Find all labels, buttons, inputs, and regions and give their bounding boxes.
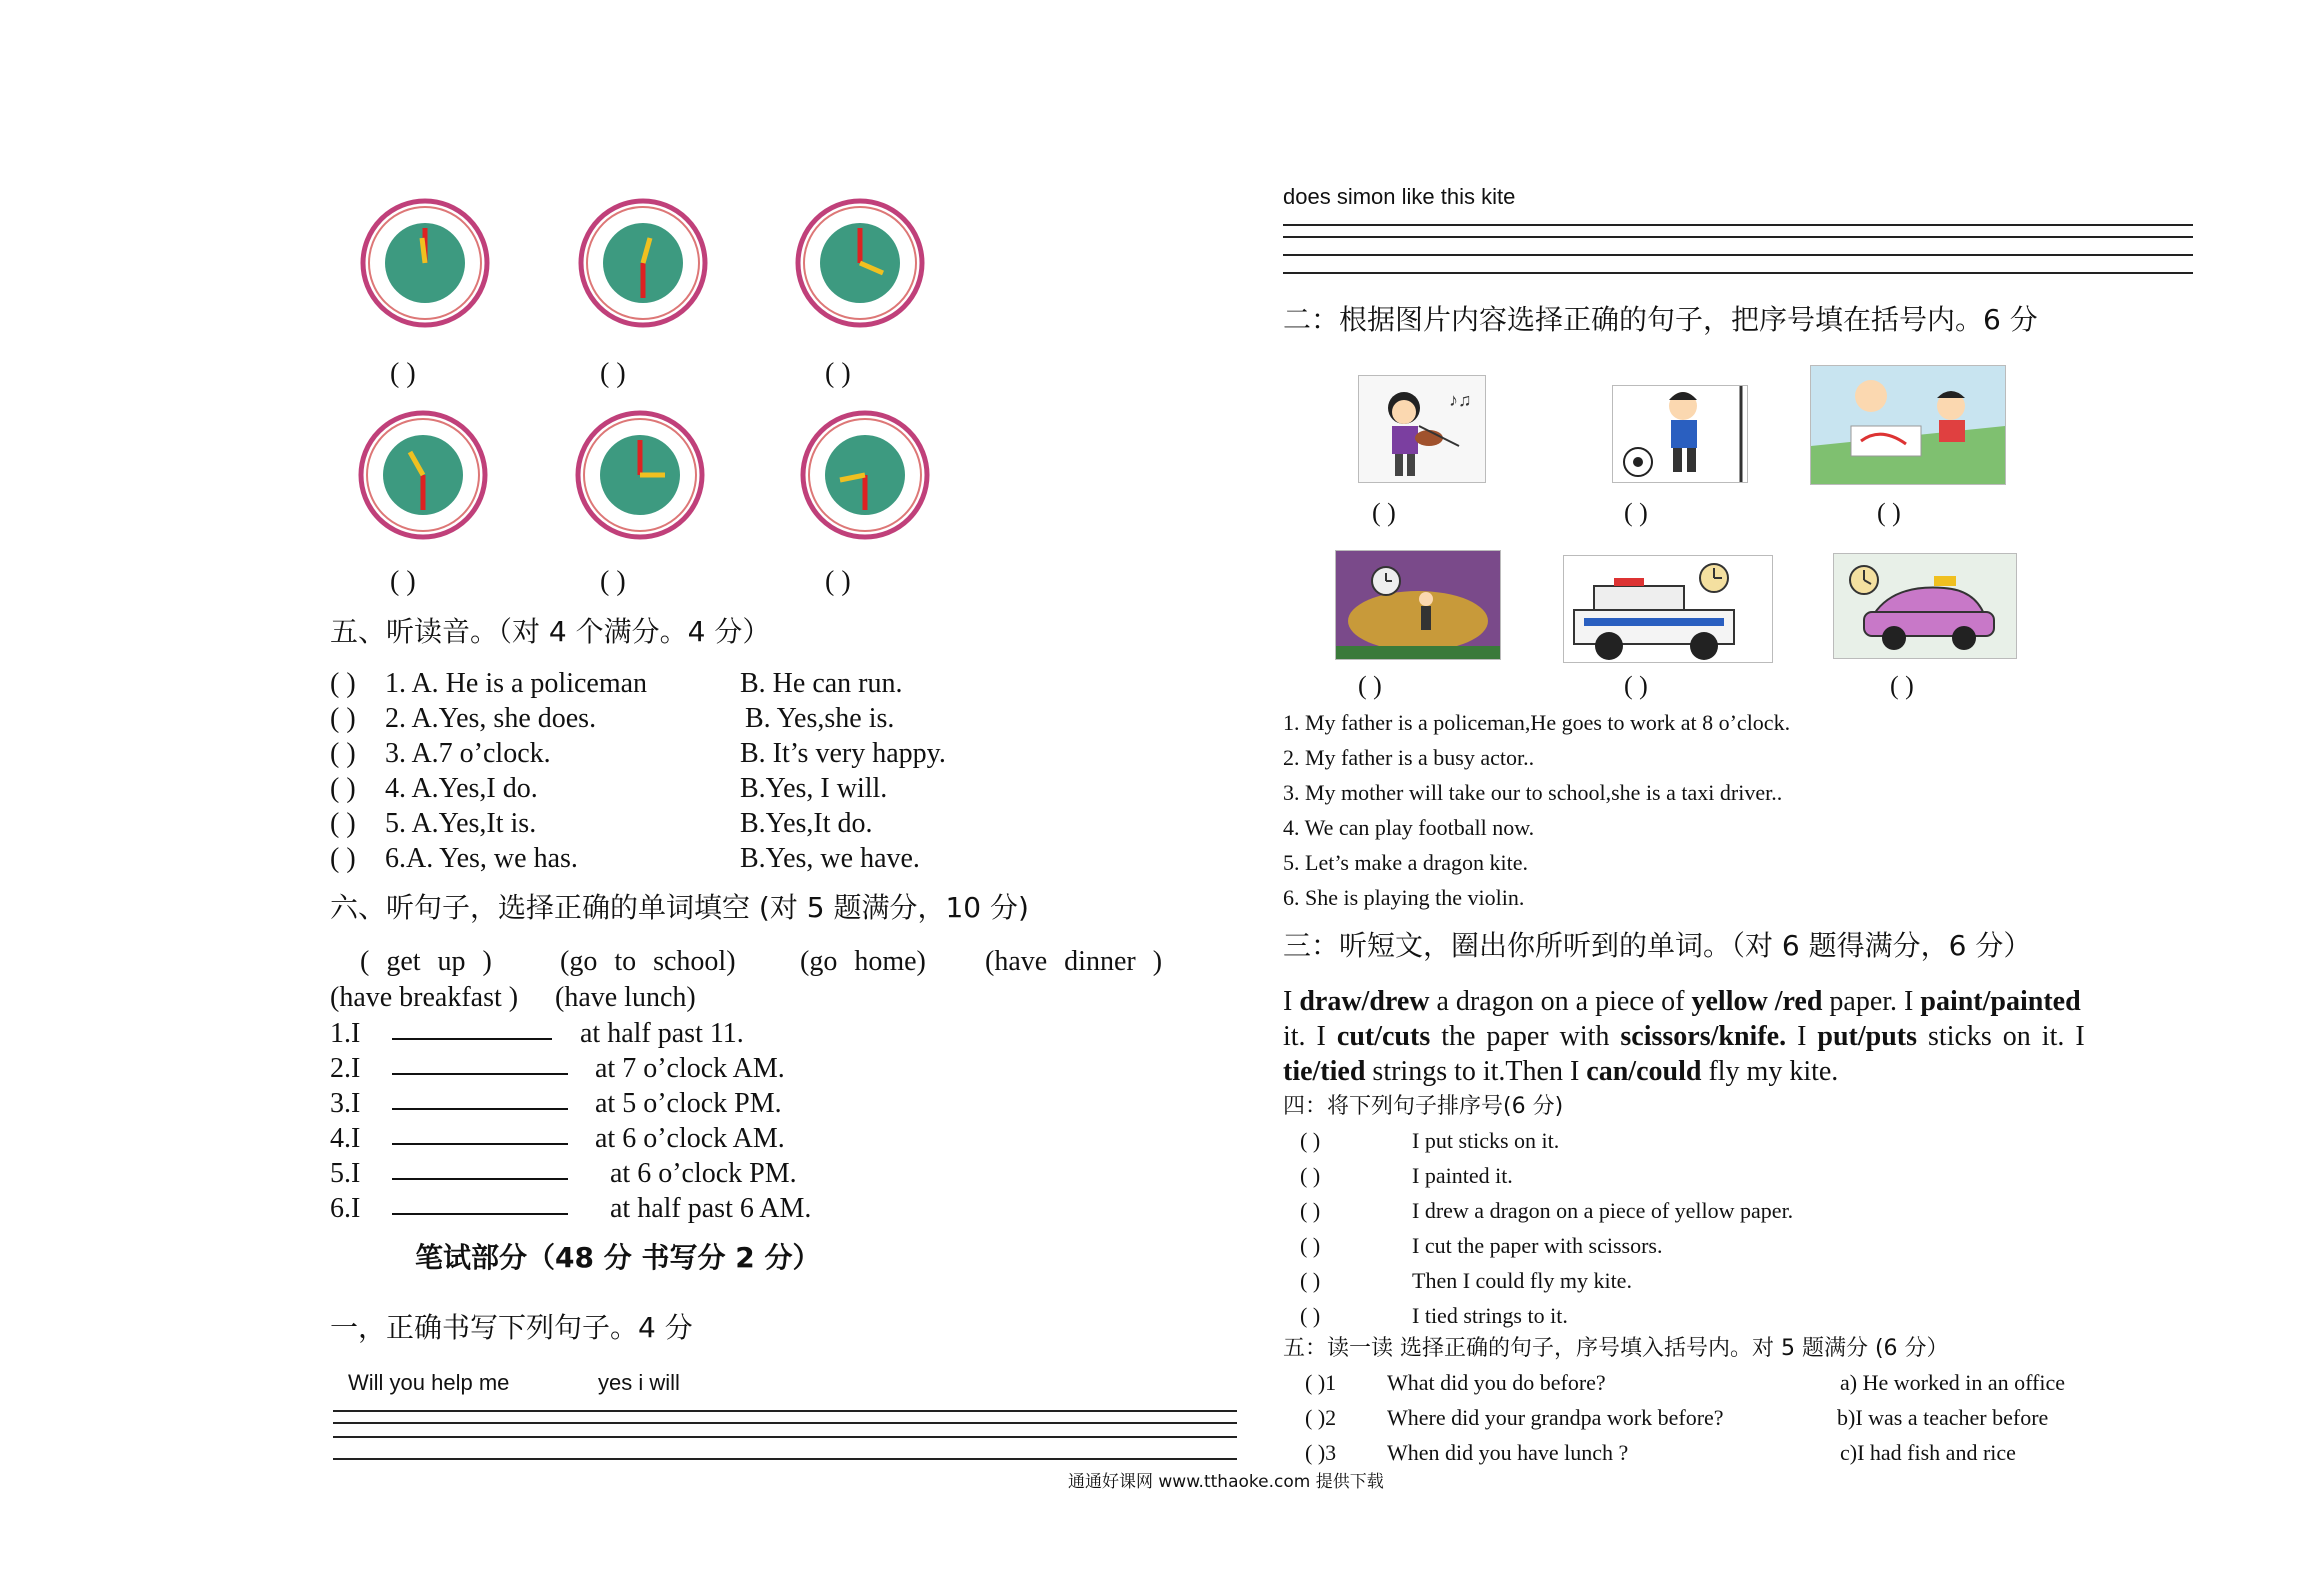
pic-bracket-4[interactable]: ( )	[1358, 671, 1382, 700]
list-item	[1305, 1368, 2185, 1403]
order-bracket[interactable]: ( )	[1300, 1128, 1321, 1153]
sec1-sentence-1: Will you help me	[348, 1370, 510, 1395]
clock-bracket-3[interactable]: ( )	[825, 358, 851, 389]
top-sentence: does simon like this kite	[1283, 184, 1516, 209]
answer-bracket[interactable]: ( )	[330, 843, 356, 874]
sec1-title: 一，正确书写下列句子。4 分	[330, 1311, 693, 1344]
order-bracket[interactable]: ( )	[1300, 1163, 1321, 1188]
question: What did you do before?	[1387, 1370, 1606, 1395]
item-number: 5.I	[330, 1158, 361, 1189]
writing-line[interactable]	[1283, 254, 2193, 256]
writing-line[interactable]	[333, 1410, 1237, 1412]
option-have-dinner: (have dinner )	[985, 946, 1163, 977]
word-choice[interactable]: cut/cuts	[1336, 1021, 1431, 1052]
fill-blank[interactable]	[392, 1038, 552, 1040]
drawing-kids-image	[1810, 365, 2006, 485]
sec2-title: 二：根据图片内容选择正确的句子，把序号填在括号内。6 分	[1283, 303, 2038, 336]
option-have-lunch: (have lunch)	[555, 982, 696, 1013]
sec6-options-row1	[330, 944, 1210, 980]
writing-line[interactable]	[333, 1422, 1237, 1424]
option-a: 2. A.Yes, she does.	[385, 703, 597, 734]
clock-5	[575, 410, 705, 540]
clock-bracket-5[interactable]: ( )	[600, 566, 626, 597]
pic-bracket-5[interactable]: ( )	[1624, 671, 1648, 700]
item-tail: at 5 o’clock PM.	[595, 1088, 782, 1119]
sec6-title: 六、听句子，选择正确的单词填空 (对 5 题满分，10 分)	[330, 891, 1029, 924]
text-run: the paper with	[1430, 1021, 1621, 1052]
sentence: Then I could fly my kite.	[1412, 1268, 1632, 1293]
paragraph-line	[1283, 984, 2195, 1019]
sec5r-list	[1305, 1368, 2185, 1473]
question: When did you have lunch ?	[1387, 1440, 1629, 1465]
order-bracket[interactable]: ( )	[1300, 1268, 1321, 1293]
pic-bracket-3[interactable]: ( )	[1877, 498, 1901, 527]
sec5-title: 五、听读音。（对 4 个满分。4 分）	[330, 615, 771, 648]
pic-bracket-1[interactable]: ( )	[1372, 498, 1396, 527]
written-section-title: 笔试部分（48 分 书写分 2 分）	[415, 1241, 821, 1274]
word-choice[interactable]: tie/tied	[1283, 1056, 1366, 1087]
word-choice[interactable]: draw/drew	[1299, 986, 1430, 1017]
answer-bracket[interactable]: ( )	[330, 703, 356, 734]
pic-bracket-6[interactable]: ( )	[1890, 671, 1914, 700]
writing-line[interactable]	[1283, 236, 2193, 238]
option-b: B.Yes, I will.	[740, 773, 888, 804]
sec6-options-row2	[330, 980, 1210, 1016]
writing-line[interactable]	[333, 1436, 1237, 1438]
list-item: 3. My mother will take our to school,she is a taxi driver..	[1283, 780, 1783, 805]
option-a: 3. A.7 o’clock.	[385, 738, 551, 769]
option-a: 1. A. He is a policeman	[385, 668, 648, 699]
answer-bracket[interactable]: ( )3	[1305, 1440, 1337, 1465]
answer-bracket[interactable]: ( )1	[1305, 1370, 1337, 1395]
sec2-sentence-list	[1283, 706, 1790, 916]
fill-blank[interactable]	[392, 1073, 568, 1075]
clock-4	[358, 410, 488, 540]
word-choice[interactable]: can/could	[1586, 1056, 1702, 1087]
sentence: I tied strings to it.	[1412, 1303, 1568, 1328]
item-tail: at 6 o’clock PM.	[610, 1158, 797, 1189]
fill-blank[interactable]	[392, 1213, 568, 1215]
clock-bracket-2[interactable]: ( )	[600, 358, 626, 389]
sec3-paragraph	[1283, 984, 2195, 1089]
option-a: 6.A. Yes, we has.	[385, 843, 578, 874]
item-tail: at 6 o’clock AM.	[595, 1123, 785, 1154]
item-number: 2.I	[330, 1053, 361, 1084]
option-b: B.Yes, we have.	[740, 843, 920, 874]
sentence: I drew a dragon on a piece of yellow paper.	[1412, 1198, 1794, 1223]
list-item: 4. We can play football now.	[1283, 815, 1535, 840]
clock-bracket-6[interactable]: ( )	[825, 566, 851, 597]
item-tail: at 7 o’clock AM.	[595, 1053, 785, 1084]
writing-line[interactable]	[1283, 224, 2193, 226]
option-b: B.Yes,It do.	[740, 808, 873, 839]
option-b: B. He can run.	[740, 668, 903, 699]
item-tail: at half past 6 AM.	[610, 1193, 812, 1224]
sec1-sentence-2: yes i will	[598, 1370, 680, 1395]
option-a: 5. A.Yes,It is.	[385, 808, 537, 839]
sec4-title: 四：将下列句子排序号(6 分)	[1283, 1094, 1564, 1119]
clock-6	[800, 410, 930, 540]
order-bracket[interactable]: ( )	[1300, 1303, 1321, 1328]
option-a: 4. A.Yes,I do.	[385, 773, 538, 804]
sec5r-title: 五：读一读 选择正确的句子，序号填入括号内。对 5 题满分 (6 分）	[1283, 1336, 1949, 1361]
answer-option: c)I had fish and rice	[1840, 1440, 2016, 1465]
text-run: it. I	[1283, 1021, 1337, 1052]
text-run: paper. I	[1822, 986, 1921, 1017]
violin-girl-image	[1358, 375, 1486, 483]
question: Where did your grandpa work before?	[1387, 1405, 1724, 1430]
actor-stage-image	[1335, 550, 1501, 660]
option-b: B. Yes,she is.	[745, 703, 895, 734]
clock-bracket-4[interactable]: ( )	[390, 566, 416, 597]
order-bracket[interactable]: ( )	[1300, 1198, 1321, 1223]
writing-line[interactable]	[1283, 272, 2193, 274]
list-item: 2. My father is a busy actor..	[1283, 745, 1535, 770]
sentence: I cut the paper with scissors.	[1412, 1233, 1663, 1258]
answer-option: b)I was a teacher before	[1837, 1405, 2049, 1430]
fill-blank[interactable]	[392, 1178, 568, 1180]
answer-bracket[interactable]: ( )	[330, 738, 356, 769]
text-run: strings to it.Then I	[1365, 1056, 1587, 1087]
word-choice[interactable]: scissors/knife.	[1620, 1021, 1787, 1052]
text-run: fly my kite.	[1701, 1056, 1839, 1087]
word-choice[interactable]: put/puts	[1817, 1021, 1918, 1052]
paragraph-line	[1283, 1054, 2195, 1089]
sec3-title: 三：听短文，圈出你所听到的单词。（对 6 题得满分，6 分）	[1283, 929, 2032, 962]
paragraph-line	[1283, 1019, 2195, 1054]
word-choice[interactable]: yellow /red	[1691, 986, 1823, 1017]
answer-bracket[interactable]: ( )	[330, 668, 356, 699]
item-number: 3.I	[330, 1088, 361, 1119]
text-run: I	[1283, 986, 1300, 1017]
word-choice[interactable]: paint/painted	[1920, 986, 2081, 1017]
order-bracket[interactable]: ( )	[1300, 1233, 1321, 1258]
list-item	[1305, 1403, 2185, 1438]
clock-bracket-1[interactable]: ( )	[390, 358, 416, 389]
list-item	[1305, 1438, 2185, 1473]
pic-bracket-2[interactable]: ( )	[1624, 498, 1648, 527]
answer-bracket[interactable]: ( )2	[1305, 1405, 1337, 1430]
fill-blank[interactable]	[392, 1143, 568, 1145]
option-b: B. It’s very happy.	[740, 738, 946, 769]
text-run: a dragon on a piece of	[1429, 986, 1692, 1017]
option-get-up: ( get up )	[360, 946, 492, 977]
police-car-image	[1563, 555, 1773, 663]
fill-blank[interactable]	[392, 1108, 568, 1110]
taxi-car-image	[1833, 553, 2017, 659]
svg-text:♪♫: ♪♫	[1449, 390, 1472, 410]
item-tail: at half past 11.	[580, 1018, 744, 1049]
answer-bracket[interactable]: ( )	[330, 773, 356, 804]
writing-line[interactable]	[333, 1458, 1237, 1460]
item-number: 1.I	[330, 1018, 361, 1049]
option-go-home: (go home)	[800, 946, 926, 977]
page-footer: 通通好课网 www.tthaoke.com 提供下载	[1068, 1472, 1384, 1492]
list-item: 1. My father is a policeman,He goes to work at 8 o’clock.	[1283, 710, 1791, 735]
answer-option: a) He worked in an office	[1840, 1370, 2065, 1395]
option-go-to-school: (go to school)	[560, 946, 736, 977]
answer-bracket[interactable]: ( )	[330, 808, 356, 839]
option-have-breakfast: (have breakfast )	[330, 982, 519, 1013]
list-item: 5. Let’s make a dragon kite.	[1283, 850, 1528, 875]
item-number: 6.I	[330, 1193, 361, 1224]
text-run: I	[1786, 1021, 1818, 1052]
clock-2	[578, 198, 708, 328]
sentence: I painted it.	[1412, 1163, 1513, 1188]
sentence: I put sticks on it.	[1412, 1128, 1560, 1153]
football-boy-image	[1612, 385, 1748, 483]
item-number: 4.I	[330, 1123, 361, 1154]
clock-3	[795, 198, 925, 328]
text-run: sticks on it. I	[1917, 1021, 2085, 1052]
list-item: 6. She is playing the violin.	[1283, 885, 1525, 910]
clock-1	[360, 198, 490, 328]
